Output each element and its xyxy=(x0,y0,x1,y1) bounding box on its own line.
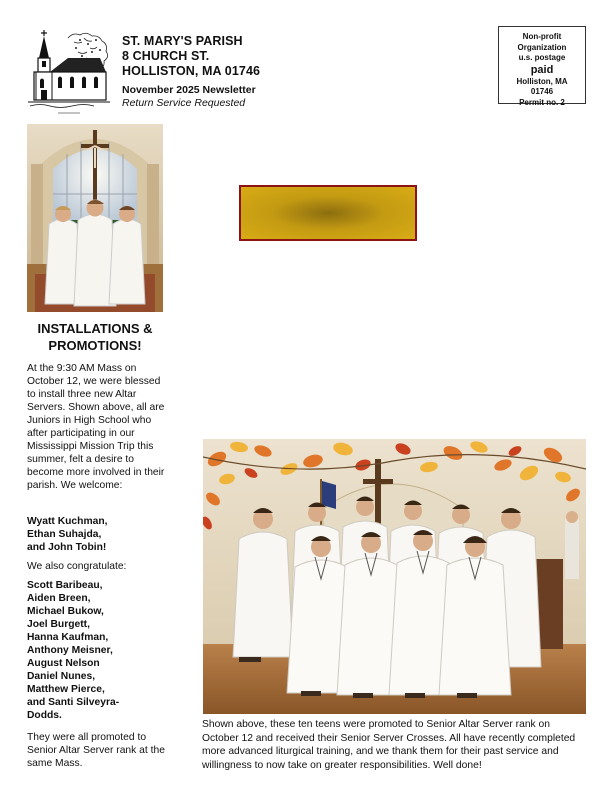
altar-servers-photo xyxy=(27,124,163,312)
headline-line: INSTALLATIONS & xyxy=(37,321,153,336)
permit-line: Non-profit xyxy=(522,32,562,41)
senior-servers-photo xyxy=(203,439,586,714)
list-item: Scott Baribeau, xyxy=(27,580,103,591)
article-headline xyxy=(24,320,166,354)
list-item: August Nelson xyxy=(27,658,100,669)
photo-caption: Shown above, these ten teens were promoted to Senior Altar Server rank on October 12 and received their Senior Server Crosses. All have recently completed more advanced liturgical training, and we thank them for their past service and willingness to now take on greater responsibilities. Well done! xyxy=(202,719,576,771)
also-congratulate: We also congratulate: xyxy=(27,561,127,572)
altar-servers-illustration xyxy=(27,124,163,312)
list-item: Hanna Kaufman, xyxy=(27,632,109,643)
list-item: Wyatt Kuchman, xyxy=(27,516,108,527)
list-item: Matthew Pierce, xyxy=(27,684,105,695)
newsletter-title: November 2025 Newsletter xyxy=(122,84,256,96)
parish-city: HOLLISTON, MA 01746 xyxy=(122,64,261,78)
gold-banner-box xyxy=(239,185,417,241)
list-item: Daniel Nunes, xyxy=(27,671,96,682)
list-item: and Santi Silveyra- xyxy=(27,697,120,708)
promoted-servers-list xyxy=(27,579,167,722)
return-service: Return Service Requested xyxy=(122,97,246,109)
new-servers-list xyxy=(27,515,167,554)
list-item: Aiden Breen, xyxy=(27,593,91,604)
list-item: Dodds. xyxy=(27,710,62,721)
permit-number: Permit no. 2 xyxy=(519,97,565,107)
headline-line: PROMOTIONS! xyxy=(48,338,142,353)
permit-city: Holliston, MA xyxy=(516,76,568,86)
church-logo xyxy=(28,28,110,116)
senior-servers-illustration xyxy=(203,439,586,714)
list-item: Michael Bukow, xyxy=(27,606,104,617)
permit-line: u.s. postage xyxy=(518,53,566,62)
article-closing: They were all promoted to Senior Altar Server rank at the same Mass. xyxy=(27,732,165,769)
parish-header xyxy=(122,34,382,110)
parish-street: 8 CHURCH ST. xyxy=(122,49,210,63)
list-item: and John Tobin! xyxy=(27,542,107,553)
permit-paid: paid xyxy=(530,63,554,76)
postage-permit-box xyxy=(498,26,586,107)
list-item: Anthony Meisner, xyxy=(27,645,113,656)
list-item: Ethan Suhajda, xyxy=(27,529,102,540)
list-item: Joel Burgett, xyxy=(27,619,90,630)
permit-line: Organization xyxy=(517,42,567,52)
parish-name: ST. MARY'S PARISH xyxy=(122,34,243,48)
permit-zip: 01746 xyxy=(530,87,554,96)
church-drawing xyxy=(28,28,110,116)
article-intro: At the 9:30 AM Mass on October 12, we were blessed to install three new Altar Servers. Shown above, all are Juniors in High School who after participating in our Mississippi Mission Trip this summer, felt a desire to become more involved in their parish. We welcome: xyxy=(27,363,165,491)
